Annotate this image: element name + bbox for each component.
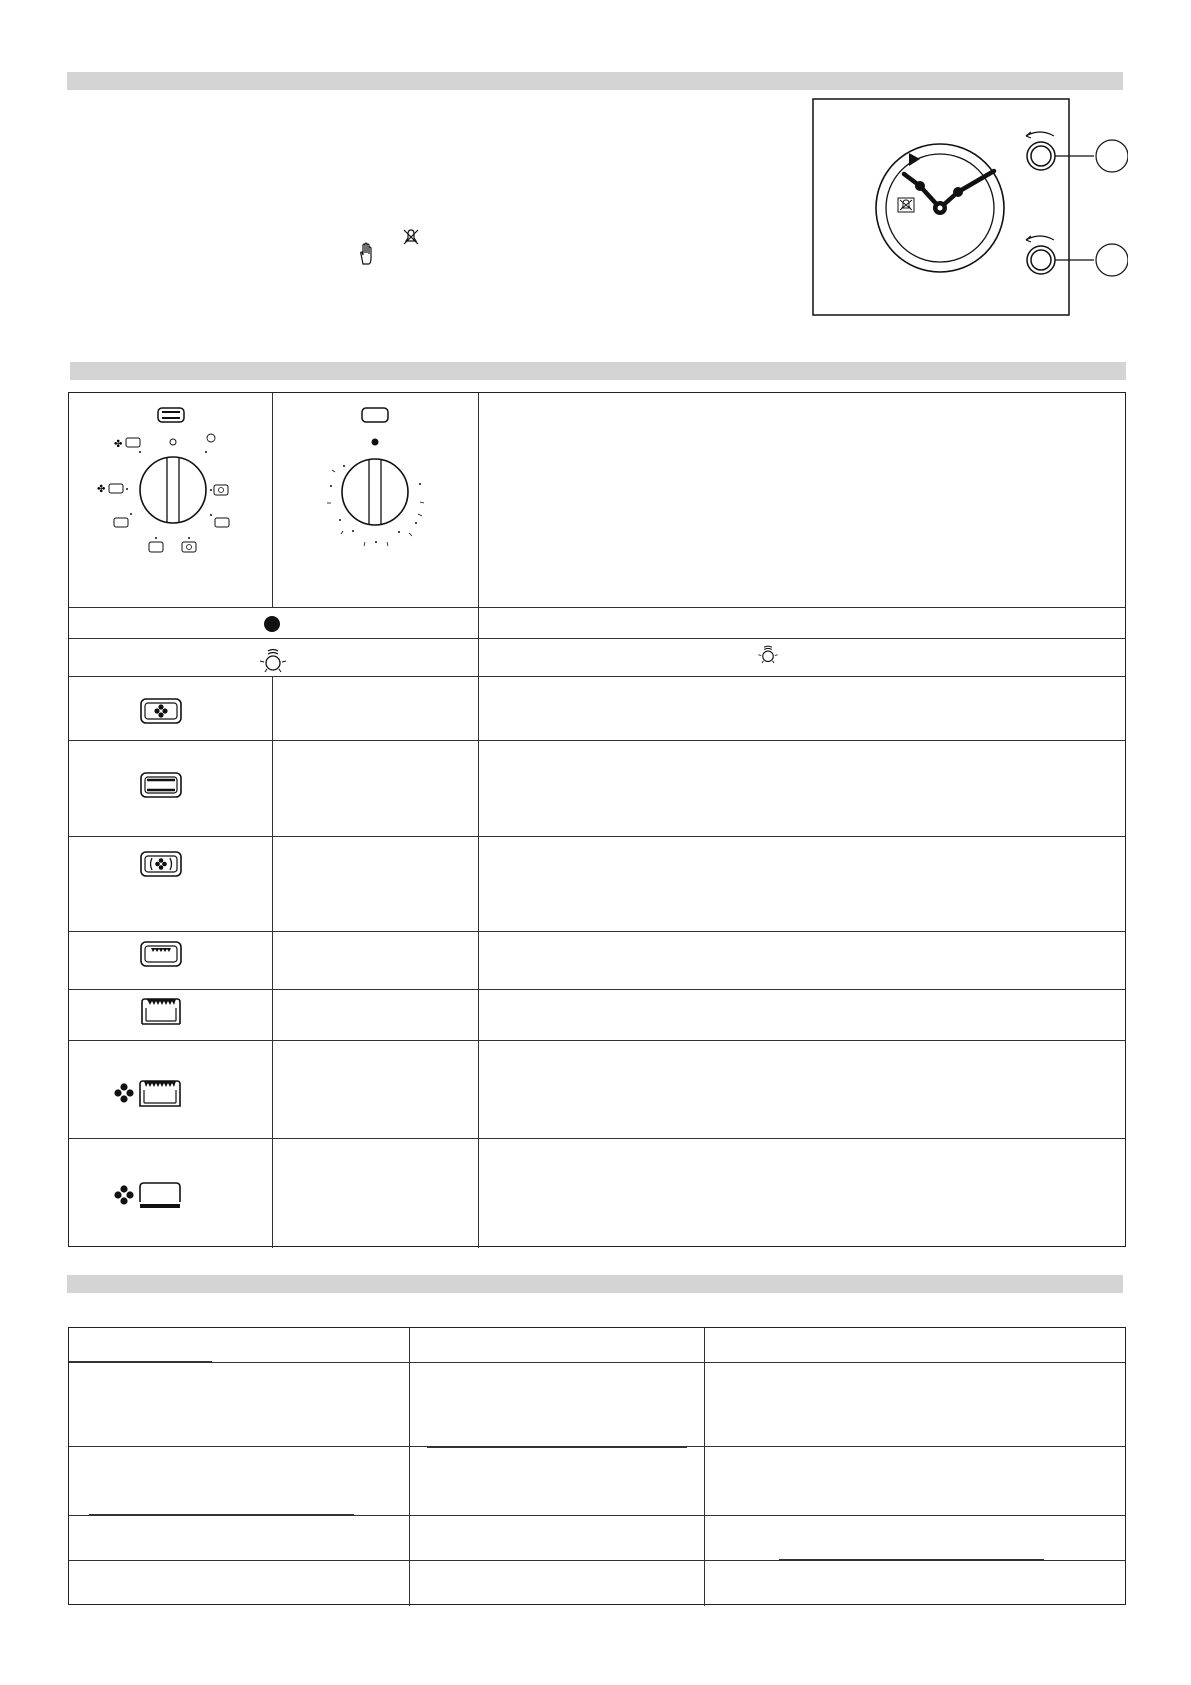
function-selector-knob xyxy=(90,400,260,565)
svg-text:✤: ✤ xyxy=(97,484,106,495)
fan-assisted-oven-icon xyxy=(139,850,183,878)
small-grill-icon xyxy=(139,940,183,968)
clock-figure xyxy=(812,98,1128,318)
fan-base-heat-icon xyxy=(112,1180,184,1210)
clock-section-bar xyxy=(67,72,1123,90)
full-grill-icon xyxy=(139,996,183,1026)
callout-circle-top xyxy=(1096,140,1128,172)
hand-icon xyxy=(357,242,377,266)
conventional-oven-icon xyxy=(139,771,183,799)
svg-text:✤: ✤ xyxy=(114,439,123,450)
thermostat-knob xyxy=(300,400,450,565)
off-dot-icon xyxy=(264,616,280,632)
lamp-icon xyxy=(756,642,780,666)
lamp-icon xyxy=(257,645,289,675)
cooking-guide-section-bar xyxy=(67,1275,1123,1293)
controls-section-bar xyxy=(70,362,1126,380)
fan-oven-icon xyxy=(139,697,183,725)
callout-circle-bottom xyxy=(1096,244,1128,276)
crossed-bell-icon xyxy=(401,227,421,247)
cooking-guide-table xyxy=(68,1327,1126,1605)
fan-grill-icon xyxy=(112,1078,184,1108)
